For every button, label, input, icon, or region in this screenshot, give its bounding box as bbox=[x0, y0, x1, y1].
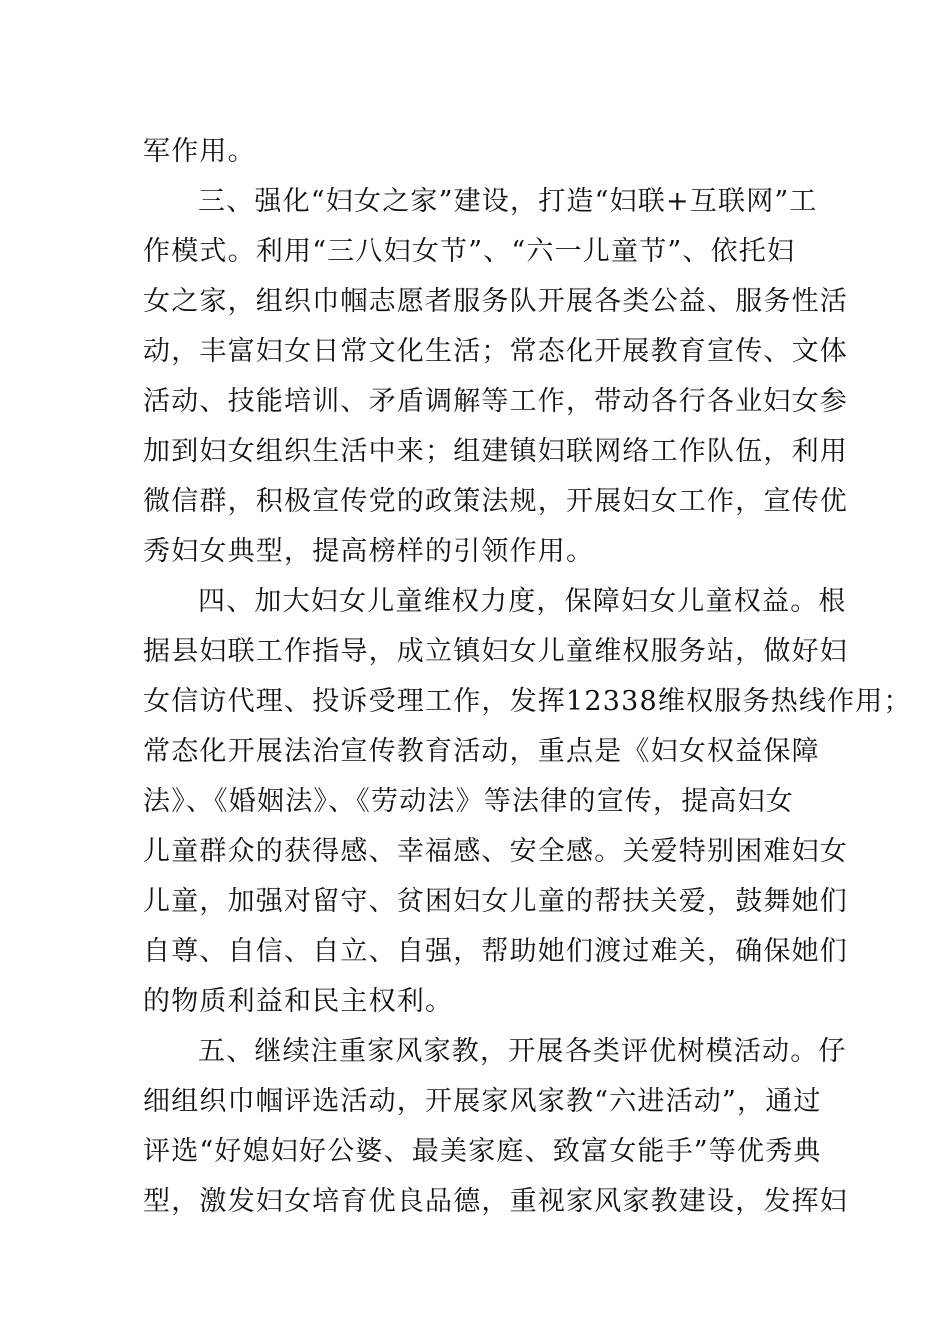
text-line: 法》、《婚姻法》、《劳动法》等法律的宣传，提高妇女 bbox=[143, 786, 794, 817]
text-line: 细组织巾帼评选活动，开展家风家教“六进活动”，通过 bbox=[143, 1086, 822, 1117]
paragraph-4-heading-line: 四、加大妇女儿童维权力度，保障妇女儿童权益。根 bbox=[198, 586, 847, 617]
text-line: 秀妇女典型，提高榜样的引领作用。 bbox=[143, 536, 595, 567]
text-line: 据县妇联工作指导，成立镇妇女儿童维权服务站，做好妇 bbox=[143, 636, 848, 667]
text-line: 儿童群众的获得感、幸福感、安全感。关爱特别困难妇女 bbox=[143, 836, 848, 867]
text-line: 的物质利益和民主权利。 bbox=[143, 986, 454, 1017]
text-line: 活动、技能培训、矛盾调解等工作，带动各行各业妇女参 bbox=[143, 386, 848, 417]
text-line: 自尊、自信、自立、自强，帮助她们渡过难关，确保她们 bbox=[143, 936, 848, 967]
text-line: 动，丰富妇女日常文化生活；常态化开展教育宣传、文体 bbox=[143, 336, 848, 367]
text-line: 型，激发妇女培育优良品德，重视家风家教建设，发挥妇 bbox=[143, 1186, 848, 1217]
text-line: 加到妇女组织生活中来；组建镇妇联网络工作队伍，利用 bbox=[143, 436, 848, 467]
text-line: 女之家，组织巾帼志愿者服务队开展各类公益、服务性活 bbox=[143, 286, 848, 317]
text-line: 作模式。利用“三八妇女节”、“六一儿童节”、依托妇 bbox=[143, 236, 796, 267]
text-line: 常态化开展法治宣传教育活动，重点是《妇女权益保障 bbox=[143, 736, 820, 767]
text-line: 评选“好媳妇好公婆、最美家庭、致富女能手”等优秀典 bbox=[143, 1136, 822, 1167]
text-line: 女信访代理、投诉受理工作，发挥12338维权服务热线作用； bbox=[143, 686, 912, 717]
paragraph-3-heading-line: 三、强化“妇女之家”建设，打造“妇联+互联网”工 bbox=[198, 186, 818, 217]
text-line: 军作用。 bbox=[143, 136, 256, 167]
paragraph-5-heading-line: 五、继续注重家风家教，开展各类评优树模活动。仔 bbox=[198, 1036, 847, 1067]
text-line: 微信群，积极宣传党的政策法规，开展妇女工作，宣传优 bbox=[143, 486, 848, 517]
text-line: 儿童，加强对留守、贫困妇女儿童的帮扶关爱，鼓舞她们 bbox=[143, 886, 848, 917]
